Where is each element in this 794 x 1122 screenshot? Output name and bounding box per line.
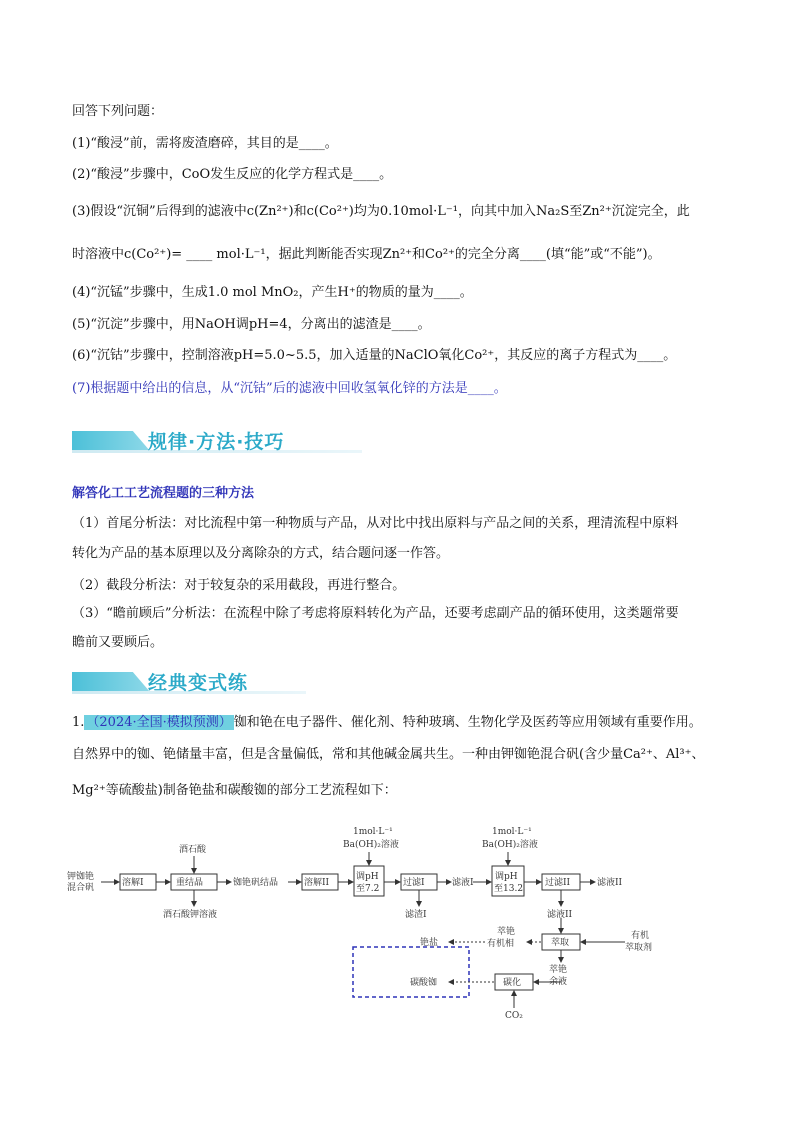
label-cs-salt: 铯盐 [420, 938, 439, 948]
method-2: （2）截段分析法：对于较复杂的采用截段，再进行整合。 [72, 578, 406, 593]
question-5: (5)“沉淀”步骤中，用NaOH调pH=4，分离出的滤渣是____。 [72, 317, 431, 332]
method-3-line-1: （3）“瞻前顾后”分析法：在流程中除了考虑将原料转化为产品，还要考虑副产品的循环使用，这类题常要 [72, 606, 679, 621]
question-6: (6)“沉钴”步骤中，控制溶液pH=5.0~5.5，加入适量的NaClO氧化Co²⁺，其反应的离子方程式为____。 [72, 348, 677, 363]
label-reagent-2a: 1mol·L⁻¹ [492, 827, 532, 837]
problem-text: 铷和铯在电子器件、催化剂、特种玻璃、生物化学及医药等应用领域有重要作用。 [233, 715, 702, 730]
label-recryst: 重结晶 [176, 878, 204, 888]
label-organic-b: 萃取剂 [625, 943, 653, 953]
method-1-line-2: 转化为产品的基本原理以及分离除杂的方式，结合题问逐一作答。 [72, 546, 450, 561]
label-filter2: 过滤II [545, 878, 571, 888]
label-k-tartrate: 酒石酸钾溶液 [163, 910, 218, 920]
label-reagent-1a: 1mol·L⁻¹ [353, 827, 393, 837]
label-residue1: 滤渣I [405, 910, 427, 920]
question-2: (2)“酸浸”步骤中，CoO发生反应的化学方程式是____。 [72, 167, 393, 182]
header-ribbon [72, 431, 150, 451]
problem-1-line-3: Mg²⁺等硫酸盐)制备铯盐和碳酸铷的部分工艺流程如下： [72, 783, 397, 798]
method-3-line-2: 瞻前又要顾后。 [72, 635, 164, 650]
label-organic-a: 有机 [631, 931, 650, 941]
label-ph1a: 调pH [356, 872, 379, 882]
label-filtrate1: 滤液I [452, 878, 474, 888]
label-feed-2: 混合矾 [67, 883, 95, 893]
label-filtrate2: 滤液II [597, 878, 623, 888]
label-rb-carbonate: 碳酸铷 [410, 978, 438, 988]
question-1: (1)“酸浸”前，需将废渣磨碎，其目的是____。 [72, 136, 338, 151]
label-raff-b: 余液 [549, 977, 568, 987]
label-extract: 萃取 [551, 938, 570, 948]
question-7: (7)根据题中给出的信息，从“沉钴”后的滤液中回收氢氧化锌的方法是____。 [72, 381, 507, 396]
section-header-practice [72, 666, 306, 698]
label-ph2a: 调pH [495, 872, 518, 882]
header-ribbon [72, 672, 150, 692]
label-cs-org-a: 萃铯 [497, 927, 516, 937]
label-feed-1: 钾铷铯 [67, 872, 95, 882]
label-filter1: 过滤I [403, 878, 425, 888]
question-3-line-2: 时溶液中c(Co²⁺)= ____ mol·L⁻¹，据此判断能否实现Zn²⁺和Co²⁺的完全分离____(填“能”或“不能”)。 [72, 247, 661, 262]
label-reagent-1b: Ba(OH)₂溶液 [343, 840, 399, 850]
label-raff-a: 萃铯 [549, 965, 568, 975]
label-carbonate: 碳化 [503, 978, 522, 988]
methods-subtitle: 解答化工工艺流程题的三种方法 [72, 486, 255, 501]
label-tartaric: 酒石酸 [179, 845, 207, 855]
section-header-methods [72, 425, 362, 457]
label-dissolve2: 溶解II [304, 878, 330, 888]
source-tag: （2024·全国·模拟预测） [86, 715, 232, 730]
answer-box [353, 947, 469, 997]
question-3-line-1: (3)假设“沉铜”后得到的滤液中c(Zn²⁺)和c(Co²⁺)均为0.10mol·L⁻¹，向其中加入Na₂S至Zn²⁺沉淀完全，此 [72, 204, 690, 219]
process-flowchart [65, 822, 705, 1018]
section-title: 经典变式练 [148, 672, 249, 694]
label-filtrate2b: 滤液II [547, 910, 573, 920]
label-ph2b: 至13.2 [494, 884, 524, 894]
questions-intro: 回答下列问题： [72, 104, 164, 119]
label-ph1b: 至7.2 [356, 884, 380, 894]
label-cs-org-b: 有机相 [487, 939, 515, 949]
label-alum: 铷铯矾结晶 [233, 878, 279, 888]
problem-1-line-1 [72, 714, 702, 732]
question-4: (4)“沉锰”步骤中，生成1.0 mol MnO₂，产生H⁺的物质的量为____。 [72, 285, 473, 300]
section-title: 规律·方法·技巧 [148, 431, 285, 453]
label-co2: CO₂ [505, 1011, 523, 1018]
method-1-line-1: （1）首尾分析法：对比流程中第一种物质与产品，从对比中找出原料与产品之间的关系，理清流程中原料 [72, 516, 679, 531]
problem-number: 1. [72, 715, 85, 730]
label-dissolve1: 溶解I [122, 878, 144, 888]
problem-1-line-2: 自然界中的铷、铯储量丰富，但是含量偏低，常和其他碱金属共生。一种由钾铷铯混合矾(含少量Ca²⁺、Al³⁺、 [72, 747, 705, 762]
label-reagent-2b: Ba(OH)₂溶液 [482, 840, 538, 850]
